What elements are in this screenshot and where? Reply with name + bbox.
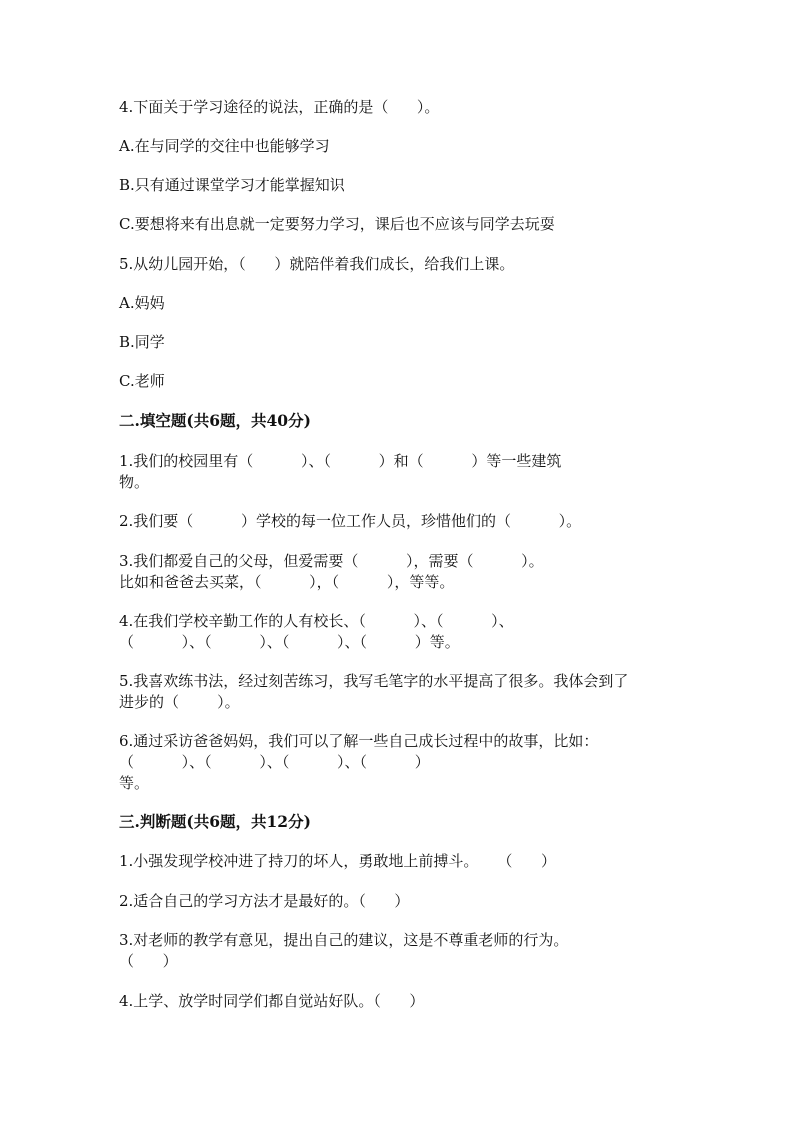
fill-question-2: 2.我们要（ ）学校的每一位工作人员，珍惜他们的（ ）。 <box>119 512 582 530</box>
option-c: C.老师 <box>119 372 165 390</box>
question-5-stem: 5.从幼儿园开始，（ ）就陪伴着我们成长，给我们上课。 <box>119 255 515 273</box>
fill-question-6: 6.通过采访爸爸妈妈，我们可以了解一些自己成长过程中的故事，比如： <box>119 732 599 750</box>
option-a: A.在与同学的交往中也能够学习 <box>119 137 330 155</box>
fill-question-5: 5.我喜欢练书法，经过刻苦练习，我写毛笔字的水平提高了很多。我体会到了 <box>119 672 629 690</box>
option-b: B.同学 <box>119 333 165 351</box>
fill-question-4-cont: （ ）、（ ）、（ ）、（ ）等。 <box>119 633 460 651</box>
option-b: B.只有通过课堂学习才能掌握知识 <box>119 176 345 194</box>
judge-question-3: 3.对老师的教学有意见，提出自己的建议，这是不尊重老师的行为。 <box>119 931 569 949</box>
fill-question-4: 4.在我们学校辛勤工作的人有校长、（ ）、（ ）、 <box>119 612 514 630</box>
fill-question-3-cont: 比如和爸爸去买菜，（ ），（ ），等等。 <box>119 573 455 591</box>
judge-question-1: 1.小强发现学校冲进了持刀的坏人，勇敢地上前搏斗。 （ ） <box>119 852 556 870</box>
option-c: C.要想将来有出息就一定要努力学习，课后也不应该与同学去玩耍 <box>119 215 555 233</box>
judge-question-2: 2.适合自己的学习方法才是最好的。（ ） <box>119 892 410 910</box>
fill-question-1-cont: 物。 <box>119 473 150 491</box>
section-heading-true-false: 三.判断题(共6题，共12分) <box>119 812 311 831</box>
judge-question-4: 4.上学、放学时同学们都自觉站好队。（ ） <box>119 992 425 1010</box>
fill-question-6-cont: （ ）、（ ）、（ ）、（ ） <box>119 753 430 771</box>
fill-question-5-cont: 进步的（ ）。 <box>119 693 240 711</box>
option-a: A.妈妈 <box>119 294 165 312</box>
judge-question-3-cont: （ ） <box>119 952 178 970</box>
fill-question-3: 3.我们都爱自己的父母，但爱需要（ ），需要（ ）。 <box>119 552 544 570</box>
section-heading-fill-in: 二.填空题(共6题，共40分) <box>119 411 311 430</box>
question-4-stem: 4.下面关于学习途径的说法，正确的是（ ）。 <box>119 98 440 116</box>
fill-question-1: 1.我们的校园里有（ ）、（ ）和（ ）等一些建筑 <box>119 452 562 470</box>
fill-question-6-end: 等。 <box>119 774 150 792</box>
